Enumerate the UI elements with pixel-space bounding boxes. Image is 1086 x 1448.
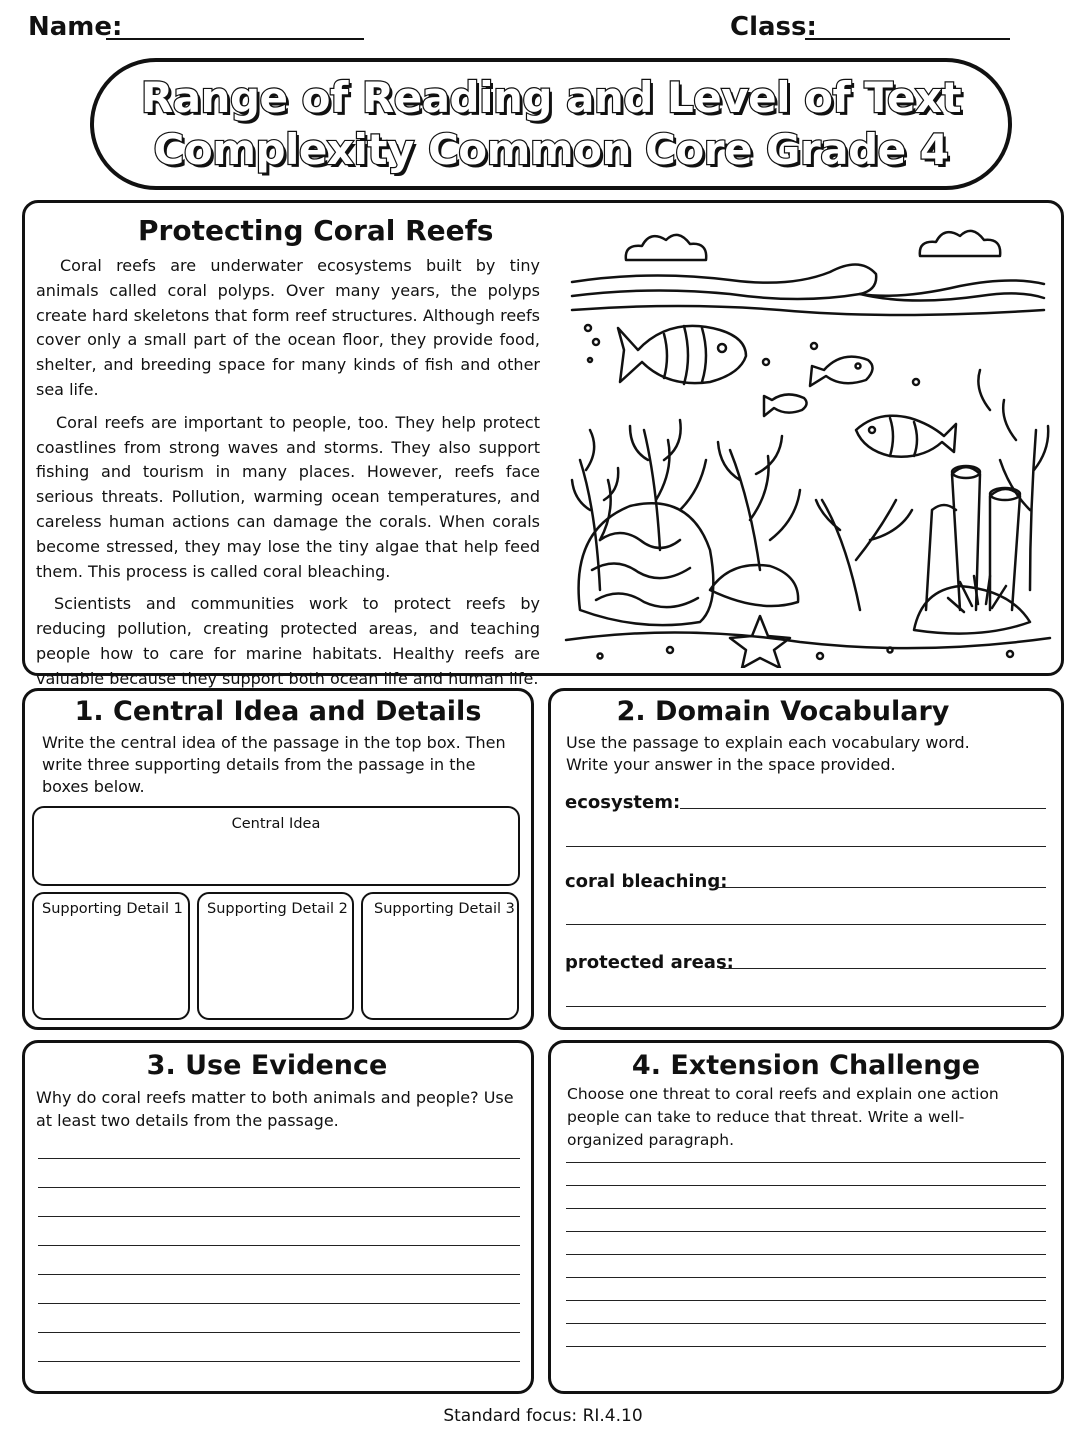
section3-instructions: Why do coral reefs matter to both animals and people? Use at least two details from the passage. bbox=[36, 1088, 514, 1130]
section1-instructions: Write the central idea of the passage in the top box. Then write three supporting details from the passage in the boxes below. bbox=[42, 733, 506, 796]
section4-answer-lines bbox=[566, 1162, 1046, 1347]
section4-instructions: Choose one threat to coral reefs and explain one action people can take to reduce that threat. Write a well-organized paragraph. bbox=[567, 1085, 999, 1149]
vocab-term-coral-bleaching: coral bleaching: bbox=[565, 871, 728, 892]
answer-line[interactable] bbox=[566, 1346, 1046, 1347]
answer-line[interactable] bbox=[566, 1162, 1046, 1163]
answer-line[interactable] bbox=[38, 1274, 520, 1275]
passage-paragraph-2: Coral reefs are important to people, too. They help protect coastlines from strong waves and storms. They also support fishing and tourism in many places. However, reefs face serious threats. Pollution, warming ocean temperatures, and careless human actions can damage the corals. When corals become stressed, they may lose the tiny algae that help feed them. This process is called coral bleaching. bbox=[36, 412, 540, 581]
supporting-detail-label-3: Supporting Detail 3 bbox=[374, 901, 515, 917]
answer-line[interactable] bbox=[38, 1245, 520, 1246]
coral-icon bbox=[630, 420, 706, 550]
answer-line[interactable] bbox=[38, 1187, 520, 1188]
section3-answer-lines bbox=[38, 1158, 520, 1362]
answer-line[interactable] bbox=[38, 1332, 520, 1333]
answer-line[interactable] bbox=[38, 1158, 520, 1159]
title-line-2: Complexity Common Core Grade 4 bbox=[153, 125, 949, 174]
standard-focus: Standard focus: RI.4.10 bbox=[443, 1406, 643, 1426]
answer-line[interactable] bbox=[566, 1231, 1046, 1232]
section2-title: 2. Domain Vocabulary bbox=[616, 696, 950, 727]
cloud-icon bbox=[626, 235, 706, 260]
passage-paragraph-3: Scientists and communities work to protect reefs by reducing pollution, creating protected areas, and teaching people how to care for marine habitats. Healthy reefs are valuable because they support both ocean life and human life. bbox=[36, 594, 540, 688]
coral-icon bbox=[718, 436, 800, 570]
coral-reef-illustration bbox=[560, 210, 1054, 668]
answer-line[interactable] bbox=[566, 1185, 1046, 1186]
answer-line[interactable] bbox=[566, 1277, 1046, 1278]
clownfish-icon bbox=[856, 416, 956, 457]
passage-title: Protecting Coral Reefs bbox=[138, 214, 494, 247]
coral-icon bbox=[816, 500, 912, 610]
fish-icon bbox=[810, 357, 873, 386]
answer-line[interactable] bbox=[720, 968, 1046, 969]
central-idea-label: Central Idea bbox=[231, 816, 321, 832]
coral-icon bbox=[572, 430, 618, 590]
fish-icon bbox=[618, 326, 746, 383]
supporting-detail-label-2: Supporting Detail 2 bbox=[207, 901, 348, 917]
section2-instructions: Use the passage to explain each vocabulary word. Write your answer in the space provided. bbox=[566, 733, 970, 774]
answer-line[interactable] bbox=[566, 1323, 1046, 1324]
vocab-term-ecosystem: ecosystem: bbox=[565, 792, 681, 813]
answer-line[interactable] bbox=[566, 1006, 1046, 1007]
name-field[interactable] bbox=[106, 38, 364, 40]
answer-line[interactable] bbox=[566, 1300, 1046, 1301]
starfish-icon bbox=[730, 616, 790, 668]
answer-line[interactable] bbox=[38, 1303, 520, 1304]
supporting-detail-label-1: Supporting Detail 1 bbox=[42, 901, 183, 917]
answer-line[interactable] bbox=[38, 1216, 520, 1217]
vocab-term-protected-areas: protected areas: bbox=[565, 952, 734, 973]
answer-line[interactable] bbox=[566, 1208, 1046, 1209]
section4-title: 4. Extension Challenge bbox=[631, 1050, 981, 1081]
class-label: Class: bbox=[730, 12, 817, 42]
name-label: Name: bbox=[28, 12, 123, 42]
answer-line[interactable] bbox=[38, 1361, 520, 1362]
title-line-1: Range of Reading and Level of Text bbox=[140, 73, 962, 122]
answer-line[interactable] bbox=[566, 924, 1046, 925]
answer-line[interactable] bbox=[680, 808, 1046, 809]
rock-icon bbox=[710, 565, 798, 606]
answer-line[interactable] bbox=[566, 1254, 1046, 1255]
answer-line[interactable] bbox=[716, 887, 1046, 888]
answer-line[interactable] bbox=[566, 846, 1046, 847]
passage-text bbox=[36, 254, 540, 692]
worksheet-title bbox=[90, 58, 1012, 190]
passage-paragraph-1: Coral reefs are underwater ecosystems built by tiny animals called coral polyps. Over many years, the polyps create hard skeletons that form reef structures. Although reefs cover only a small part of the ocean floor, they provide food, shelter, and breeding space for many kinds of fish and other sea life. bbox=[36, 256, 540, 399]
class-field[interactable] bbox=[805, 38, 1010, 40]
fish-icon bbox=[764, 394, 807, 416]
section1-title: 1. Central Idea and Details bbox=[74, 696, 482, 727]
cloud-icon bbox=[920, 231, 1000, 256]
section3-title: 3. Use Evidence bbox=[146, 1050, 388, 1081]
